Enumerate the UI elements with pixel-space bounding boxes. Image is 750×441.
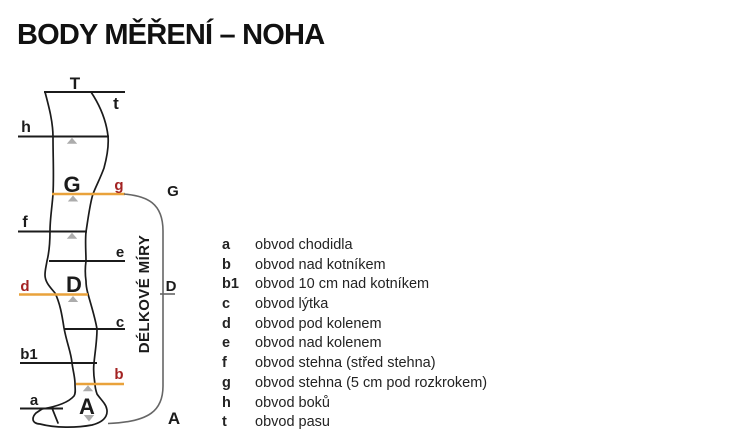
point-label-T: T bbox=[69, 74, 81, 93]
point-label-f: f bbox=[22, 214, 28, 231]
legend-key: c bbox=[222, 296, 231, 313]
legend-item-t bbox=[222, 413, 487, 433]
legend-key: b bbox=[222, 256, 231, 273]
legend-item-h bbox=[222, 394, 487, 414]
legend-label: obvod stehna (střed stehna) bbox=[255, 355, 436, 372]
legend-label: obvod boků bbox=[255, 394, 330, 411]
point-label-a: a bbox=[29, 392, 39, 409]
point-label-c: c bbox=[115, 314, 125, 331]
legend-item-g bbox=[222, 374, 487, 394]
legend-key: d bbox=[222, 315, 231, 332]
legend-key: f bbox=[222, 355, 227, 372]
point-label-A-big: A bbox=[79, 394, 95, 419]
legend-item-e bbox=[222, 334, 487, 354]
point-label-D-big: D bbox=[66, 272, 82, 297]
point-label-G-big: G bbox=[63, 172, 81, 197]
legend-label: obvod stehna (5 cm pod rozkrokem) bbox=[255, 374, 488, 391]
point-label-h: h bbox=[21, 119, 31, 136]
legend-key: a bbox=[222, 237, 231, 253]
legend-item-a bbox=[222, 236, 487, 256]
length-axis-label: DÉLKOVÉ MÍRY bbox=[136, 234, 153, 354]
legend-item-b bbox=[222, 256, 487, 276]
bracket-label-G: G bbox=[167, 183, 179, 200]
point-label-b: b bbox=[114, 366, 124, 383]
legend-label: obvod chodidla bbox=[255, 237, 353, 253]
arrow-marker-h bbox=[67, 138, 77, 144]
legend-item-d bbox=[222, 315, 487, 335]
legend-key: t bbox=[222, 414, 227, 431]
legend-label: obvod nad kotníkem bbox=[255, 256, 386, 273]
legend-key: e bbox=[222, 335, 231, 352]
legend-item-b1 bbox=[222, 275, 487, 295]
arrow-marker-b bbox=[83, 385, 93, 391]
legend-item-c bbox=[222, 295, 487, 315]
point-label-g: g bbox=[114, 177, 124, 194]
heel-seam-line bbox=[52, 408, 58, 423]
legend-key: g bbox=[222, 374, 231, 391]
legend-label: obvod pasu bbox=[255, 414, 330, 431]
legend-label: obvod lýtka bbox=[255, 296, 329, 313]
point-label-e: e bbox=[115, 244, 125, 261]
bracket-label-A: A bbox=[167, 409, 181, 428]
page-title: BODY MĚŘENÍ – NOHA bbox=[17, 19, 325, 51]
point-label-t: t bbox=[113, 94, 119, 113]
point-label-d: d bbox=[20, 278, 30, 295]
legend-label: obvod 10 cm nad kotníkem bbox=[255, 276, 430, 293]
legend-label: obvod nad kolenem bbox=[255, 335, 382, 352]
point-label-b1: b1 bbox=[20, 346, 38, 363]
legend-key: b1 bbox=[222, 276, 239, 293]
arrow-marker-f bbox=[67, 233, 77, 239]
legend-item-f bbox=[222, 354, 487, 374]
legend-label: obvod pod kolenem bbox=[255, 315, 382, 332]
legend-key: h bbox=[222, 394, 231, 411]
bracket-label-D: D bbox=[165, 278, 177, 295]
measurement-legend bbox=[222, 236, 487, 433]
